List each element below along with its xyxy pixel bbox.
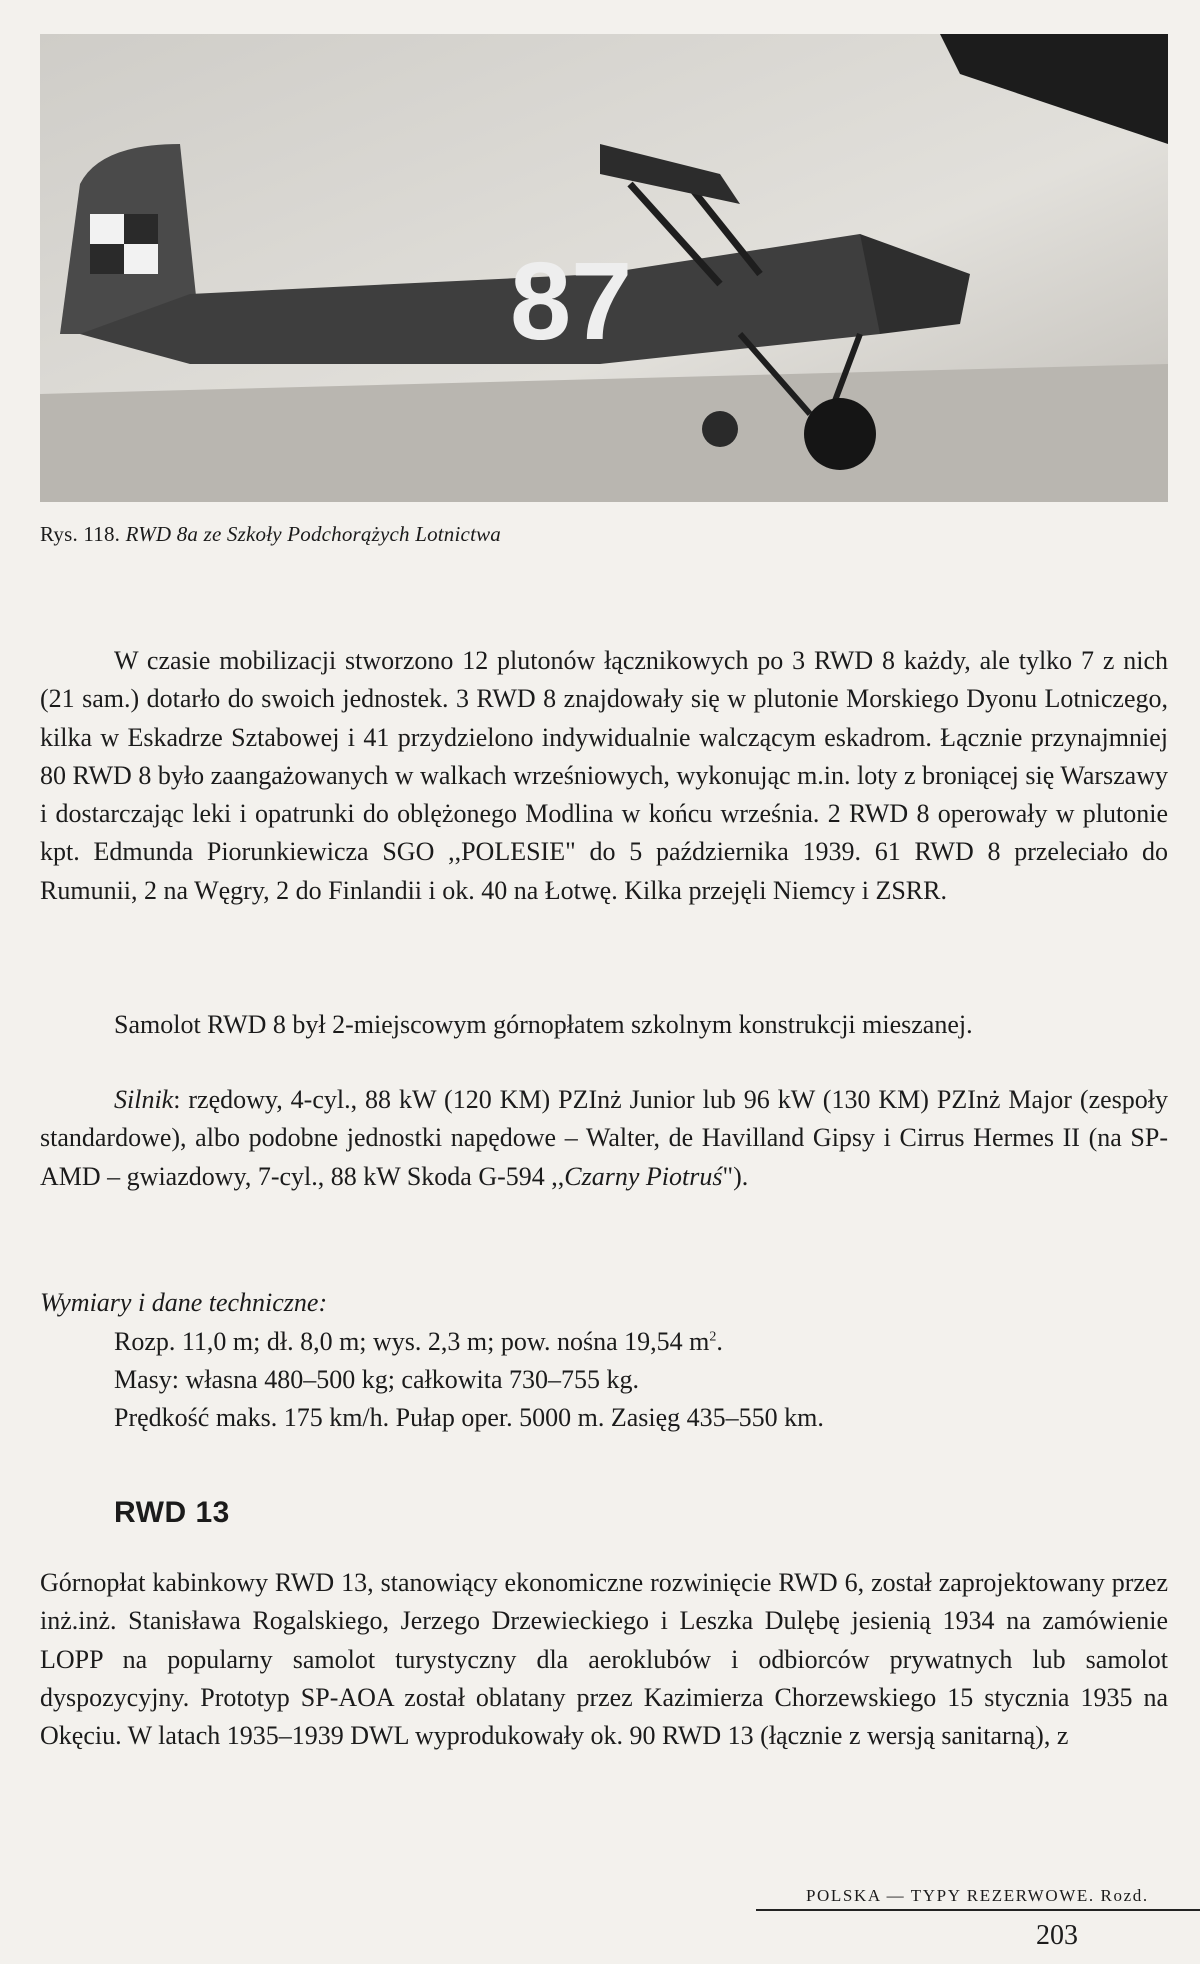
- engine-text-b: ").: [722, 1161, 749, 1191]
- aircraft-photo-graphic: [40, 34, 1168, 502]
- running-head: POLSKA — TYPY REZERWOWE. Rozd.: [806, 1886, 1149, 1905]
- footer-divider: [756, 1909, 1200, 1911]
- paragraph-mobilization: W czasie mobilizacji stworzono 12 plutonów łącznikowych po 3 RWD 8 każdy, ale tylko 7 z nich (21 sam.) dotarło do swoich jednostek. 3 RWD 8 znajdowały się w plutonie Morskiego Dyonu Lotniczego, kilka w Eskadrze Sztabowej i 41 przydzielono indywidualnie walczącym eskadrom. Łącznie przynajmniej 80 RWD 8 było zaangażowanych w walkach wrześniowych, wykonując m.in. loty z broniącej się Warszawy i dostarczając leki i opatrunki do oblężonego Modlina w końcu września. 2 RWD 8 operowały w plutonie kpt. Edmunda Piorunkiewicza SGO ,,POLESIE" do 5 października 1939. 61 RWD 8 przeleciało do Rumunii, 2 na Węgry, 2 do Finlandii i ok. 40 na Łotwę. Kilka przejęli Niemcy i ZSRR.: [40, 646, 1168, 905]
- caption-prefix: Rys. 118.: [40, 522, 121, 546]
- dimensions-line-2: Masy: własna 480–500 kg; całkowita 730–755 kg.: [114, 1365, 639, 1394]
- dimensions-line-1-b: .: [716, 1327, 723, 1356]
- page-number: 203: [1036, 1920, 1078, 1951]
- section-heading-rwd13: RWD 13: [114, 1496, 230, 1529]
- dimensions-line-1: [114, 1327, 723, 1357]
- engine-label: Silnik: [114, 1085, 174, 1114]
- paragraph-rwd8-description: Samolot RWD 8 był 2-miejscowym górnopłatem szkolnym konstrukcji mieszanej.: [114, 1010, 973, 1039]
- paragraph-rwd13: Górnopłat kabinkowy RWD 13, stanowiący ekonomiczne rozwinięcie RWD 6, został zaprojektowany przez inż.inż. Stanisława Rogalskiego, Jerzego Drzewieckiego i Leszka Dulębę jesienią 1934 na zamówienie LOPP na popularny samolot turystyczny dla aeroklubów i odbiorców prywatnych lub samolot dyspozycyjny. Prototyp SP-AOA został oblatany przez Kazimierza Chorzewskiego 15 stycznia 1935 na Okęciu. W latach 1935–1939 DWL wyprodukowały ok. 90 RWD 13 (łącznie z wersją sanitarną), z: [40, 1568, 1168, 1751]
- dimensions-line-1-sup: 2: [709, 1329, 717, 1345]
- dimensions-line-1-a: Rozp. 11,0 m; dł. 8,0 m; wys. 2,3 m; pow. nośna 19,54 m: [114, 1327, 710, 1356]
- engine-text-a: : rzędowy, 4-cyl., 88 kW (120 KM) PZInż Junior lub 96 kW (130 KM) PZInż Major (zespoły standardowe), albo podobne jednostki napędowe – Walter, de Havilland Gipsy i Cirrus Hermes II (na SP-AMD – gwiazdowy, 7-cyl., 88 kW Skoda G-594 ,,: [40, 1085, 1168, 1191]
- figure-caption: [40, 522, 1140, 547]
- paragraph-engine: [40, 1081, 1168, 1196]
- caption-title: RWD 8a ze Szkoły Podchorążych Lotnictwa: [125, 522, 502, 546]
- aircraft-number-87: 87: [510, 240, 633, 363]
- aircraft-photo: [40, 34, 1168, 502]
- dimensions-heading: Wymiary i dane techniczne:: [40, 1288, 328, 1317]
- engine-italic-name: Czarny Piotruś: [564, 1161, 723, 1191]
- dimensions-line-3: Prędkość maks. 175 km/h. Pułap oper. 5000 m. Zasięg 435–550 km.: [114, 1403, 824, 1432]
